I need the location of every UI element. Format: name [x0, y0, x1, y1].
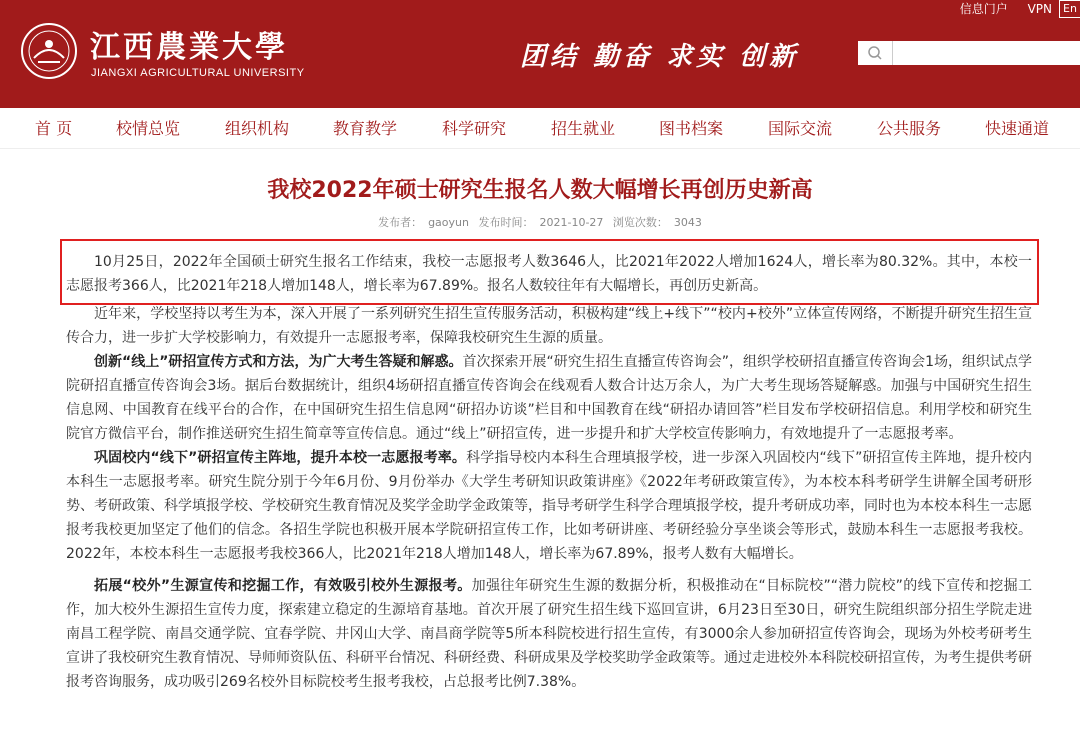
nav-research[interactable]: 科学研究 [442, 119, 507, 138]
paragraph-heading: 巩固校内“线下”研招宣传主阵地，提升本校一志愿报考率。 [94, 450, 467, 466]
search-button[interactable] [858, 41, 893, 65]
nav-home[interactable]: 首 页 [35, 119, 73, 138]
article-paragraph: 近年来，学校坚持以考生为本，深入开展了一系列研究生招生宣传服务活动，积极构建“线上+线下”“校内+校外”立体宣传网络，不断提升研究生招生宣传合力，进一步扩大学校影响力，有效提升一志愿报考率，保障我校研究生生源的质量。 [66, 306, 1032, 346]
views-label: 浏览次数： [612, 216, 668, 229]
article-paragraph: 创新“线上”研招宣传方式和方法，为广大考生答疑和解惑。首次探索开展“研究生招生直播宣传咨询会”，组织学校研招直播宣传咨询会1场，组织试点学院研招直播宣传咨询会3场。据后台数据统计，组织4场研招直播宣传咨询会在线观看人数合计达万余人，为广大考生现场答疑解惑。加强与中国研究生招生信息网、中国教育在线平台的合作，在中国研究生招生信息网“研招办访谈”栏目和中国教育在线“研招办请回答”栏目发布学校研招信息。利用学校和研究生院官方微信平台，制作推送研究生招生简章等宣传信息。通过“线上”研招宣传，进一步提升和扩大学校宣传影响力，有效地提升了一志愿报考率。 [66, 354, 1032, 442]
vpn-link[interactable]: VPN [1027, 2, 1052, 16]
paragraph-heading: 拓展“校外”生源宣传和挖掘工作，有效吸引校外生源报考。 [94, 578, 472, 594]
university-motto: 团结 勤奋 求实 创新 [520, 42, 800, 72]
nav-public-services[interactable]: 公共服务 [877, 119, 942, 138]
article-paragraph: 巩固校内“线下”研招宣传主阵地，提升本校一志愿报考率。科学指导校内本科生合理填报学校，进一步深入巩固校内“线下”研招宣传主阵地，提升校内本科生一志愿报考率。研究生院分别于今年6月份、9月份举办《大学生考研知识政策讲座》《2022年考研政策宣传》，为本校本科考研学生讲解全国考研形势、考研政策、科学填报学校、学校研究生教育情况及奖学金助学金政策等，指导考研学生科学合理填报学校，提升考研成功率，同时也为本校本科生一志愿报考我校更加坚定了他们的信念。各招生学院也积极开展本学院研招宣传工作，比如考研讲座、考研经验分享坐谈会等形式，鼓励本科生一志愿报考我校。2022年，本校本科生一志愿报考我校366人，比2021年218人增加148人，增长率为67.89%，报考人数有大幅增长。 [66, 450, 1032, 562]
nav-overview[interactable]: 校情总览 [116, 119, 181, 138]
search-icon [858, 41, 892, 65]
search-box [858, 41, 1080, 65]
site-header [0, 0, 1080, 108]
article-title: 我校2022年硕士研究生报名人数大幅增长再创历史新高 [267, 178, 813, 203]
publisher-label: 发布者： [378, 216, 423, 229]
university-emblem-icon[interactable] [20, 22, 78, 80]
search-input[interactable] [894, 43, 1078, 63]
info-portal-link[interactable]: 信息门户 [959, 2, 1008, 16]
english-language-button[interactable]: En [1059, 0, 1080, 18]
nav-organization[interactable]: 组织机构 [225, 119, 290, 138]
top-links [944, 0, 1052, 16]
article-body [66, 250, 1032, 694]
article-paragraph: 10月25日，2022年全国硕士研究生报名工作结束，我校一志愿报考人数3646人，比2021年2022人增加1624人，增长率为80.32%。其中，本校一志愿报考366人，比2021年218人增加148人，增长率为67.89%。报名人数较往年有大幅增长，再创历史新高。 [66, 254, 1032, 294]
paragraph-heading: 创新“线上”研招宣传方式和方法，为广大考生答疑和解惑。 [94, 354, 463, 370]
nav-admissions[interactable]: 招生就业 [551, 119, 616, 138]
university-name-en: JIANGXI AGRICULTURAL UNIVERSITY [91, 67, 305, 79]
university-name-cn[interactable]: 江西農業大學 [90, 30, 288, 65]
nav-education[interactable]: 教育教学 [333, 119, 398, 138]
view-count: 3043 [673, 216, 702, 229]
nav-library[interactable]: 图书档案 [659, 119, 724, 138]
time-label: 发布时间： [478, 216, 534, 229]
publisher: gaoyun [428, 216, 469, 229]
publish-time: 2021-10-27 [539, 216, 604, 229]
main-nav [0, 108, 1080, 149]
nav-international[interactable]: 国际交流 [768, 119, 833, 138]
article-meta [0, 214, 1080, 230]
nav-quick-access[interactable]: 快速通道 [985, 119, 1050, 138]
article-paragraph: 拓展“校外”生源宣传和挖掘工作，有效吸引校外生源报考。加强往年研究生生源的数据分析，积极推动在“目标院校”“潜力院校”的线下宣传和挖掘工作，加大校外生源招生宣传力度，探索建立稳定的生源培育基地。首次开展了研究生招生线下巡回宣讲，6月23日至30日，研究生院组织部分招生学院走进南昌工程学院、南昌交通学院、宜春学院、井冈山大学、南昌商学院等5所本科院校进行招生宣传，有3000余人参加研招宣传咨询会，现场为外校考研考生宣讲了我校研究生教育情况、导师师资队伍、科研平台情况、科研经费、科研成果及学校奖助学金政策等。通过走进校外本科院校研招宣传，为考生提供考研报考咨询服务，成功吸引269名校外目标院校考生报考我校，占总报考比例7.38%。 [66, 578, 1032, 690]
